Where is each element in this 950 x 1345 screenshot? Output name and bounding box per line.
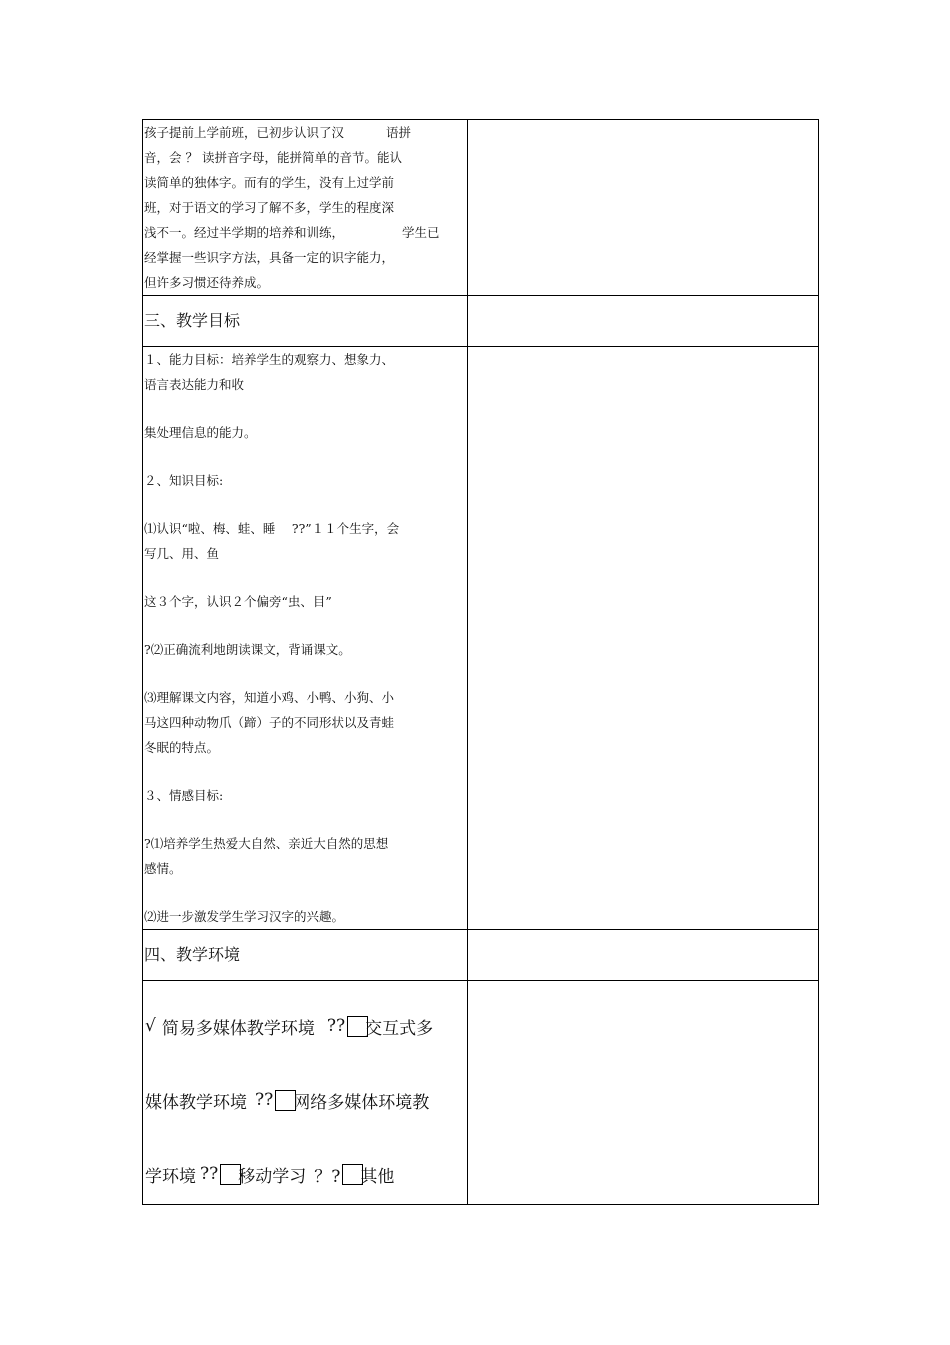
env-line-1: [145, 1013, 467, 1039]
spacer: [144, 493, 467, 516]
environment-options-cell: [143, 981, 468, 1205]
option-network-cont: 学环境: [145, 1166, 196, 1187]
spacer: [144, 397, 467, 420]
learner-analysis-cell: [143, 120, 468, 296]
spacer: [144, 881, 467, 904]
lesson-plan-table: [142, 119, 819, 1205]
text-span: 学生已: [402, 225, 440, 240]
separator: ??: [326, 1016, 346, 1036]
text-line: 音，会 ？ 读拼音字母，能拼简单的音节。能认: [144, 150, 402, 165]
spacer: [144, 445, 467, 468]
text-span: 浅不一。经过半学期的培养和训练，: [144, 225, 345, 240]
text-line: [144, 120, 467, 145]
text-span: 孩子提前上学前班，已初步认识了汉: [144, 125, 345, 140]
separator: ??: [255, 1090, 274, 1110]
spacer: [144, 566, 467, 589]
knowledge-item-3: 冬眠的特点。: [144, 740, 220, 755]
goal-knowledge-title: ２、知识目标:: [144, 473, 224, 488]
spacer: [144, 808, 467, 831]
environment-heading: 四、教学环境: [143, 930, 468, 981]
notes-cell-5: [468, 981, 819, 1205]
option-other: 其他: [360, 1166, 395, 1187]
emotion-item-1: 感情。: [144, 861, 182, 876]
notes-cell-4: [468, 930, 819, 981]
option-interactive: 交互式多: [365, 1018, 434, 1039]
check-mark-icon: √: [145, 1016, 156, 1036]
text-line: 但许多习惯还待养成。: [144, 275, 270, 290]
spacer: [144, 662, 467, 685]
separator: ？?: [314, 1166, 341, 1187]
emotion-item-2: ⑵进一步激发学生学习汉字的兴趣。: [144, 909, 345, 924]
goals-heading: 三、教学目标: [143, 296, 468, 347]
notes-cell-3: [468, 347, 819, 930]
notes-cell-2: [468, 296, 819, 347]
row-goals-content: [143, 347, 819, 930]
notes-cell-1: [468, 120, 819, 296]
emotion-item-1: ?⑴培养学生热爱大自然、亲近大自然的思想: [144, 836, 389, 851]
knowledge-item-2: ?⑵正确流利地朗读课文，背诵课文。: [144, 642, 351, 657]
text-line: [144, 220, 467, 245]
option-interactive-cont: 媒体教学环境: [145, 1092, 247, 1113]
spacer: [144, 760, 467, 783]
knowledge-item-1: 写几、用、鱼: [144, 546, 220, 561]
option-network: 网络多媒体环境教: [293, 1092, 430, 1113]
knowledge-item-3: 马这四种动物爪（蹄）子的不同形状以及青蛙: [144, 715, 395, 730]
goal-emotion-title: ３、情感目标:: [144, 788, 224, 803]
text-line: 读简单的独体字。而有的学生，没有上过学前: [144, 175, 395, 190]
option-mobile: 移动学习: [238, 1166, 307, 1187]
option-simple-multimedia: 简易多媒体教学环境: [161, 1018, 315, 1039]
text-span: 语拼: [386, 125, 412, 140]
row-environment-options: [143, 981, 819, 1205]
goals-content-cell: [143, 347, 468, 930]
goal-ability-line: [144, 347, 467, 372]
goal-ability-line: 语言表达能力和收: [144, 377, 245, 392]
spacer: [144, 614, 467, 637]
env-line-3: [145, 1161, 467, 1187]
env-line-2: [145, 1087, 467, 1113]
text-line: 经掌握一些识字方法，具备一定的识字能力，: [144, 250, 395, 265]
knowledge-item-1: ⑴认识“啦、梅、蛙、睡 ??”１１个生字，会: [144, 521, 400, 536]
goal-ability-line: 集处理信息的能力。: [144, 425, 257, 440]
row-environment-heading: [143, 930, 819, 981]
row-goals-heading: [143, 296, 819, 347]
text-span: １、能力目标：培养学生的观察力、想象力、: [144, 352, 395, 367]
separator: ??: [200, 1164, 219, 1184]
knowledge-item-1: 这３个字，认识２个偏旁“虫、目”: [144, 594, 332, 609]
knowledge-item-3: ⑶理解课文内容，知道小鸡、小鸭、小狗、小: [144, 690, 395, 705]
text-line: 班，对于语文的学习了解不多，学生的程度深: [144, 200, 395, 215]
row-learner-analysis: [143, 120, 819, 296]
